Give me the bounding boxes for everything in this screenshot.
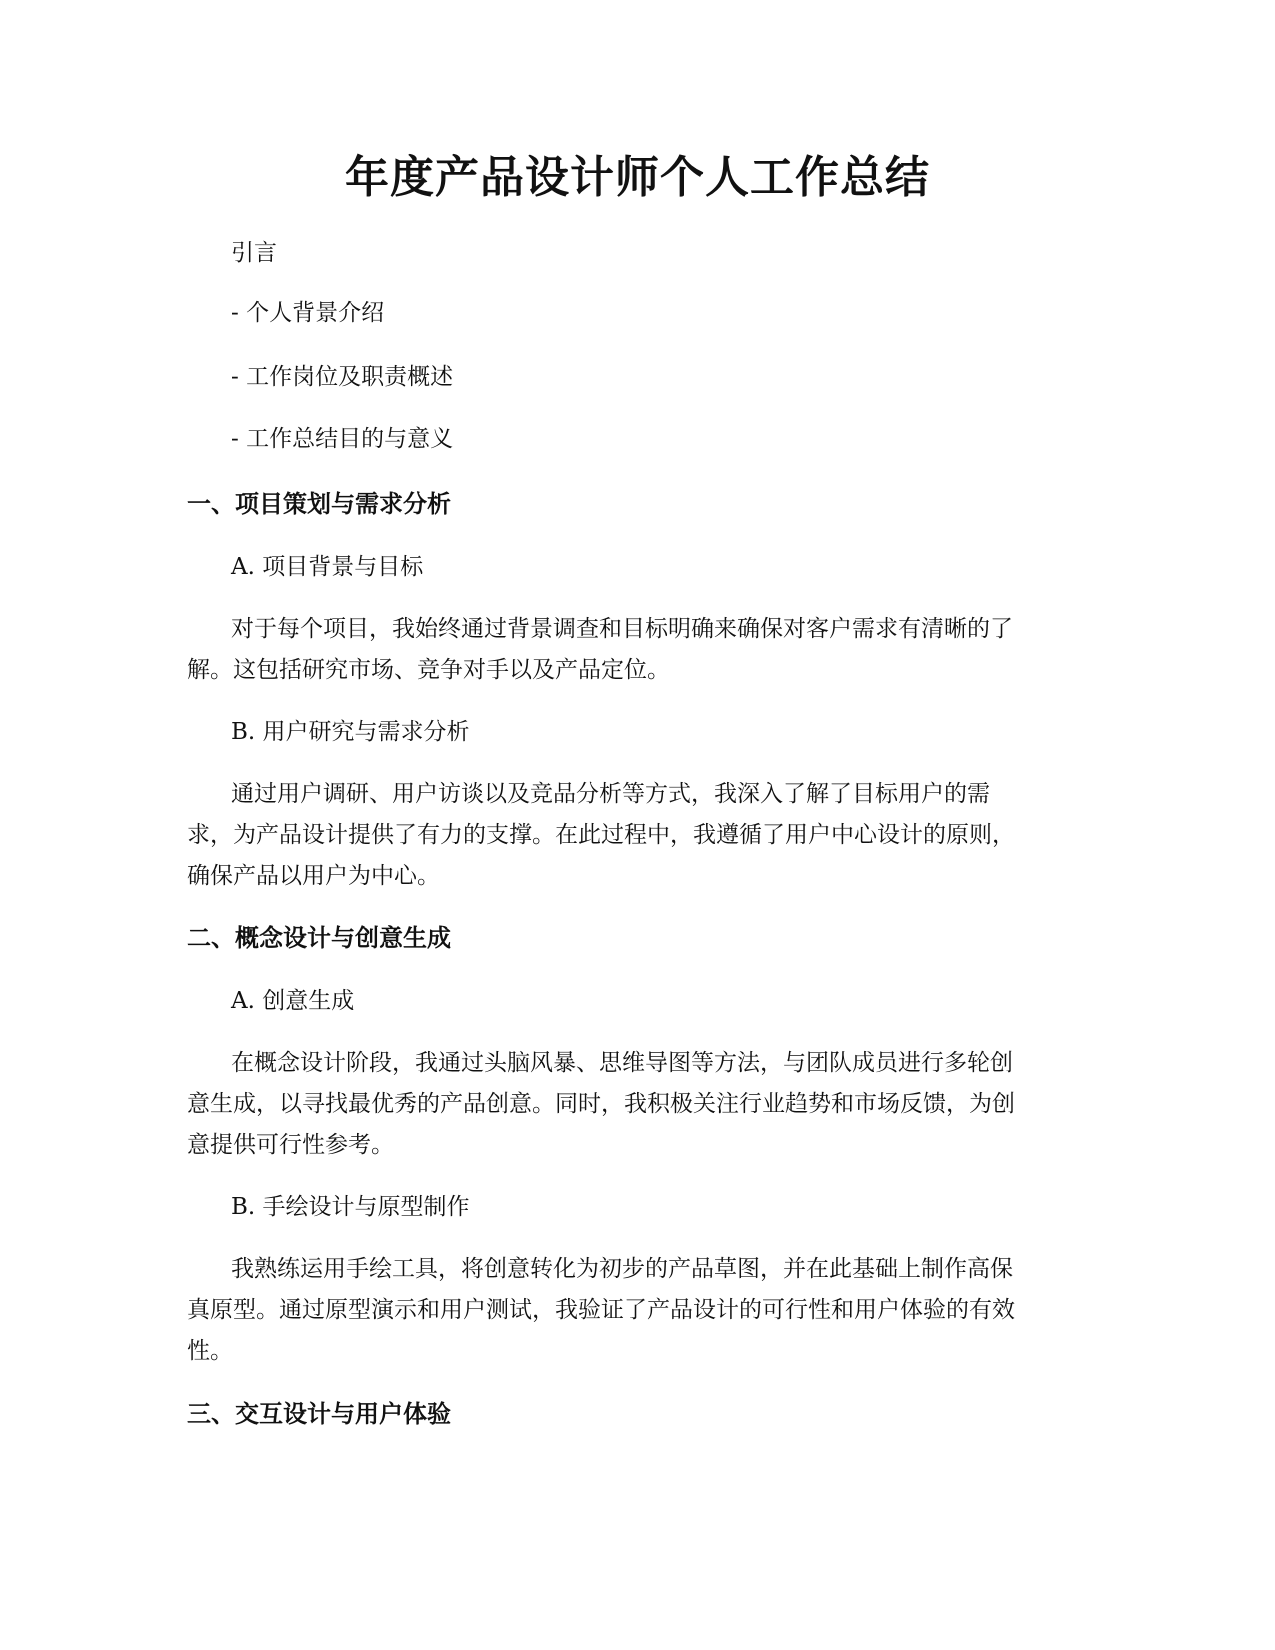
paragraph-line: 确保产品以用户为中心。 xyxy=(187,863,440,889)
document-title: 年度产品设计师个人工作总结 xyxy=(345,152,930,203)
intro-item: - 工作岗位及职责概述 xyxy=(231,364,454,390)
subsection-title: B. 手绘设计与原型制作 xyxy=(231,1194,470,1220)
paragraph-line: 求，为产品设计提供了有力的支撑。在此过程中，我遵循了用户中心设计的原则， xyxy=(187,822,1015,848)
subsection-title: B. 用户研究与需求分析 xyxy=(231,719,470,745)
paragraph-line: 意生成，以寻找最优秀的产品创意。同时，我积极关注行业趋势和市场反馈，为创 xyxy=(187,1091,1015,1117)
paragraph-line: 通过用户调研、用户访谈以及竞品分析等方式，我深入了解了目标用户的需 xyxy=(231,781,990,807)
subsection-title: A. 项目背景与目标 xyxy=(231,554,424,580)
paragraph-line: 我熟练运用手绘工具，将创意转化为初步的产品草图，并在此基础上制作高保 xyxy=(231,1256,1013,1282)
paragraph-line: 意提供可行性参考。 xyxy=(187,1132,394,1158)
section-heading: 一、项目策划与需求分析 xyxy=(187,490,451,518)
paragraph-line: 解。这包括研究市场、竞争对手以及产品定位。 xyxy=(187,657,670,683)
intro-item: - 工作总结目的与意义 xyxy=(231,426,454,452)
subsection-title: A. 创意生成 xyxy=(231,988,355,1014)
intro-label: 引言 xyxy=(231,240,277,266)
paragraph-line: 性。 xyxy=(187,1338,233,1364)
paragraph-line: 真原型。通过原型演示和用户测试，我验证了产品设计的可行性和用户体验的有效 xyxy=(187,1297,1015,1323)
intro-item: - 个人背景介绍 xyxy=(231,300,385,326)
paragraph-line: 对于每个项目，我始终通过背景调查和目标明确来确保对客户需求有清晰的了 xyxy=(231,616,1013,642)
section-heading: 三、交互设计与用户体验 xyxy=(187,1400,451,1428)
section-heading: 二、概念设计与创意生成 xyxy=(187,924,451,952)
paragraph-line: 在概念设计阶段，我通过头脑风暴、思维导图等方法，与团队成员进行多轮创 xyxy=(231,1050,1013,1076)
